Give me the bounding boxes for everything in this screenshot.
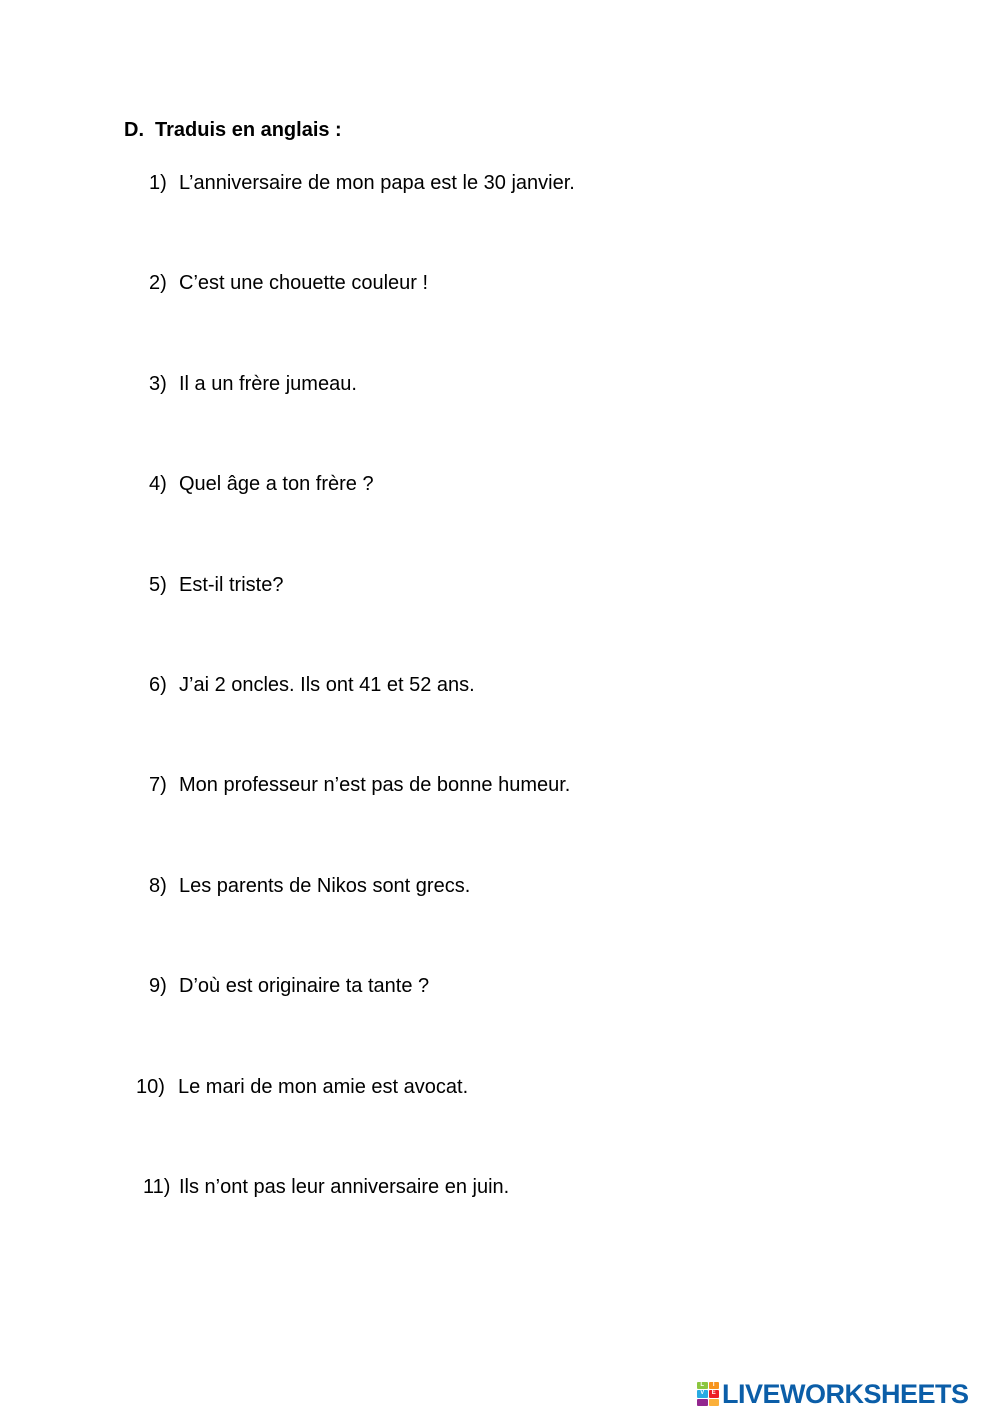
exercise-number: 6): [149, 674, 167, 696]
exercise-number: 10): [136, 1076, 165, 1098]
exercise-number: 7): [149, 774, 167, 796]
section-title: Traduis en anglais :: [155, 119, 342, 141]
logo-tile: I: [709, 1382, 720, 1389]
logo-tile: [709, 1399, 720, 1406]
liveworksheets-logo: [697, 1379, 969, 1409]
liveworksheets-icon: [697, 1382, 719, 1406]
exercise-number: 8): [149, 875, 167, 897]
logo-text: LIVEWORKSHEETS: [722, 1379, 969, 1409]
exercise-sentence: C’est une chouette couleur !: [179, 272, 429, 294]
logo-tile: E: [709, 1390, 720, 1397]
exercise-sentence: Il a un frère jumeau.: [179, 373, 357, 395]
section-letter: D.: [124, 119, 144, 141]
exercise-number: 11): [143, 1176, 171, 1198]
exercise-sentence: L’anniversaire de mon papa est le 30 janvier.: [179, 172, 575, 194]
exercise-sentence: J’ai 2 oncles. Ils ont 41 et 52 ans.: [179, 674, 475, 696]
exercise-sentence: Les parents de Nikos sont grecs.: [179, 875, 471, 897]
exercise-sentence: Le mari de mon amie est avocat.: [178, 1076, 469, 1098]
exercise-number: 5): [149, 574, 167, 596]
logo-tile: [697, 1399, 708, 1406]
exercise-sentence: Est-il triste?: [179, 574, 284, 596]
exercise-number: 2): [149, 272, 167, 294]
exercise-sentence: D’où est originaire ta tante ?: [179, 975, 430, 997]
exercise-number: 3): [149, 373, 167, 395]
section-heading: [124, 119, 342, 142]
logo-tile: L: [697, 1382, 708, 1389]
exercise-sentence: Quel âge a ton frère ?: [179, 473, 374, 495]
exercise-number: 9): [149, 975, 167, 997]
exercise-number: 1): [149, 172, 167, 194]
logo-tile: V: [697, 1390, 708, 1397]
exercise-sentence: Ils n’ont pas leur anniversaire en juin.: [179, 1176, 510, 1198]
exercise-sentence: Mon professeur n’est pas de bonne humeur.: [179, 774, 571, 796]
exercise-number: 4): [149, 473, 167, 495]
